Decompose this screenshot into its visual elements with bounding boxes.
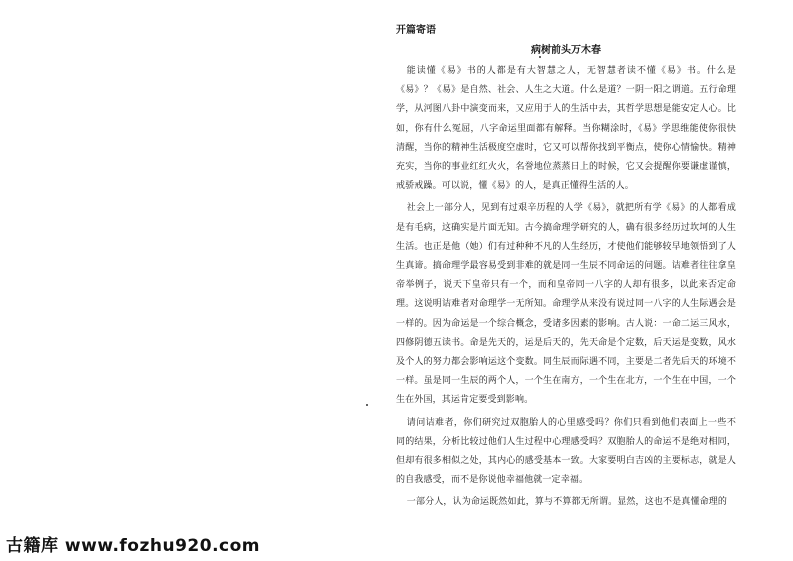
watermark-text: 古籍库 www.fozhu920.com [6,536,260,556]
paragraph-3: 请问诘难者，你们研究过双胞胎人的心里感受吗？你们只看到他们表面上一些不同的结果，分析比较过他们人生过程中心理感受吗？双胞胎人的命运不是绝对相同，但却有很多相似之处，其内心的感受基本一致。大家要明白吉凶的主要标志，就是人的自我感受，而不是你说他幸福他就一定幸福。 [396,417,736,486]
text-column [396,24,736,513]
paragraph-4: 一部分人，认为命运既然如此，算与不算都无所谓。显然，这也不是真懂命理的 [406,497,728,508]
paragraph-2: 社会上一部分人，见到有过艰辛历程的人学《易》，就把所有学《易》的人都看成是有毛病，这确实是片面无知。古今搞命理学研究的人，确有很多经历过坎坷的人生生活。也正是他（她）们有过种种不凡的人生经历，才使他们能够较早地领悟到了人生真谛。搞命理学最容易受到非难的就是同一生辰不同命运的问题。诘难者往往拿皇帝举例子，说天下皇帝只有一个，而和皇帝同一八字的人却有很多，以此来否定命理。这说明诘难者对命理学一无所知。命理学从来没有说过同一八字的人生际遇会是一样的。因为命运是一个综合概念，受诸多因素的影响。古人说：一命二运三风水，四修阴德五读书。命是先天的，运是后天的，先天命是个定数，后天运是变数，风水及个人的努力都会影响运这个变数。同生辰而际遇不同，主要是二者先后天的环境不一样。虽是同一生辰的两个人，一个生在南方，一个生在北方，一个生在中国，一个生在外国，其运肯定要受到影响。 [396,203,736,406]
article-title: 病树前头万木春 [531,45,601,56]
section-label: 开篇寄语 [396,25,436,36]
paragraph-1: 能读懂《易》书的人都是有大智慧之人，无智慧者读不懂《易》书。什么是《易》？《易》是自然、社会、人生之大道。什么是道？一阴一阳之谓道。五行命理学，从河图八卦中演变而来，又应用于人的生活中去，其哲学思想是能安定人心。比如，你有什么冤屈，八字命运里面都有解释。当你糊涂时，《易》学思维能使你很快清醒，当你的精神生活极度空虚时，它又可以帮你找到平衡点，使你心情愉快。精神充实，当你的事业红红火火，名誉地位蒸蒸日上的时候，它又会提醒你要谦虚谨慎，戒骄戒躁。可以说，懂《易》的人，是真正懂得生活的人。 [396,66,736,192]
scan-speck [366,404,368,406]
scan-speck [539,56,541,58]
